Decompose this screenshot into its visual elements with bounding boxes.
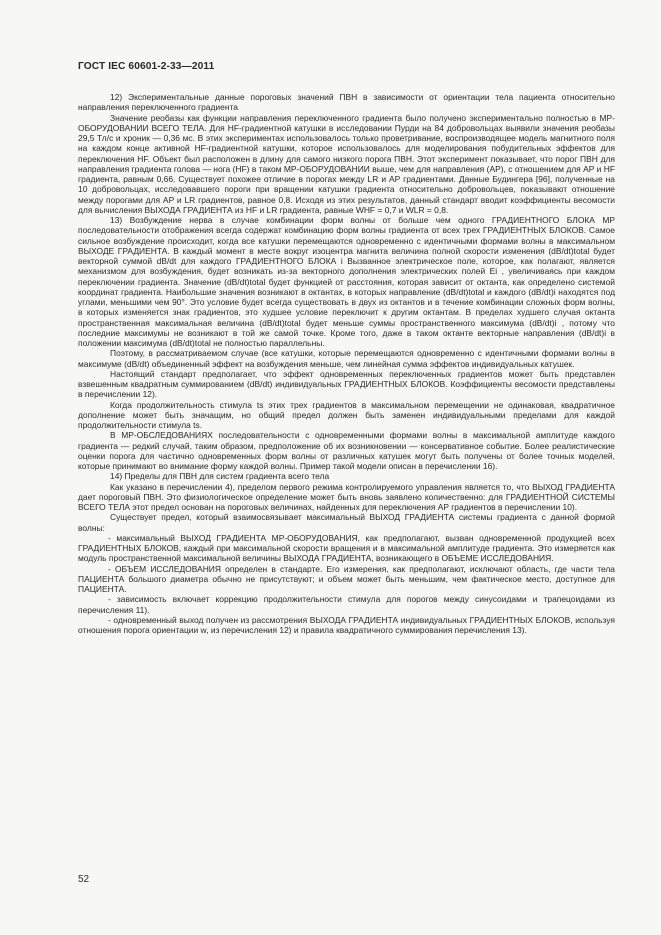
document-header: ГОСТ IEC 60601-2-33—2011 [78, 61, 215, 72]
paragraph: В МР-ОБСЛЕДОВАНИЯХ последовательности с одновременными формами волны в максимальной амплитуде каждого градиента — редкий случай, таким образом, предположение об их возникновении — консервативное событие. Более реалистические оценки порога для частично одновременных форм волны от различных катушек могут быть получены от более точных моделей, которые принимают во внимание форму каждой волны. Пример такой модели описан в перечислении 16). [78, 430, 615, 471]
list-item: - зависимость включает коррекцию продолжительности стимула для порогов между синусоидами и трапецоидами из перечисления 11). [78, 594, 615, 615]
paragraph: 12) Экспериментальные данные пороговых значений ПВН в зависимости от ориентации тела пациента относительно направления переключенного градиента [78, 92, 615, 113]
list-item: - максимальный ВЫХОД ГРАДИЕНТА МР-ОБОРУДОВАНИЯ, как предполагают, вызван одновременной продукцией всех ГРАДИЕНТНЫХ БЛОКОВ, каждый при максимальной скорости вращения и в максимальной амплитуде градиента. Это измеряется как модуль пространственной максимальной величины ВЫХОДА ГРАДИЕНТА, возникающего в ОБЪЕМЕ ИССЛЕДОВАНИЯ. [78, 532, 615, 564]
paragraph: 13) Возбуждение нерва в случае комбинации форм волны от больше чем одного ГРАДИЕНТНОГО БЛОКА МР последовательности отображения всегда содержат комбинацию форм волны градиента от всех трех ГРАДИЕНТНЫХ БЛОКОВ. Самое сильное возбуждение происходит, когда все катушки перемещаются одновременно с идентичными формами волны в максимальном ВЫХОДЕ ГРАДИЕНТА. В каждый момент в месте вокруг изоцентра магнита величина полной скорости изменения (dB/dt)total будет векторной суммой dB/dt для каждого ГРАДИЕНТНОГО БЛОКА i Вызванное электрическое поле, которое, как полагают, является механизмом для возбуждения, будет возникать из-за векторного дополнения электрических полей Ei , увеличиваясь при каждом переключении градиента. Значение (dB/dt)total будет функцией от расстояния, которая зависит от октанта, как определено системой координат градиента. Наибольшие значения возникают в октантах, в которых направление (dB/dt)total и каждого (dB/dt)i находятся под углами, меньшими чем 90°. Это условие будет всегда существовать в двух из октантов и в течение комбинации сложных форм волны, в которых изменяется знак градиентов, это худшее условие переключит к другим октантам. В пределах худшего случая октанта пространственная максимальная величина (dB/dt)total будет меньше суммы пространственного максимума (dB/dt)i , потому что последние максимумы не возникают в той же самой точке. Кроме того, даже в таком октанте векторные направления (dB/dt)i в положении максимума (dB/dt)total не полностью параллельны. [78, 215, 615, 348]
document-body [78, 92, 615, 635]
paragraph: Значение реобазы как функции направления переключенного градиента было получено экспериментально полностью в МР-ОБОРУДОВАНИИ ВСЕГО ТЕЛА. Для HF-градиентной катушки в исследовании Пурди на 84 добровольцах выявили значения реобазы 29,5 Тл/с и хроник — 0,36 мс. В этих экспериментах использовалось только проветривание, воспроизводящее модель магнитного поля на каждом конце активной HF-градиентной катушки, которое использовалось для моделирования побудительных эффектов для переключения HF. Объект был расположен в длину для самого низкого порога ПВН. Этот эксперимент показывает, что порог ПВН для направления градиента голова — нога (HF) в таком МР-ОБОРУДОВАНИИ выше, чем для направления (AP), с отношением для AP и HF градиента, равным 0,66. Существует похожее отличие в порогах между LR и AP градиентами. Данные Будингера [96], полученные на 10 добровольцах, исследовавшего пороги при вращении катушки градиента относительно добровольцев, показывают отношение между порогами для AP и LR градиентов, равное 0,8. Исходя из этих результатов, данный стандарт вводит коэффициенты весомости для вычисления ВЫХОДА ГРАДИЕНТА из HF и LR градиента, равные WHF = 0,7 и WLR = 0,8. [78, 112, 615, 215]
paragraph: Когда продолжительность стимула ts этих трех градиентов в максимальном перемещении не одинаковая, квадратичное дополнение может быть значащим, но общий предел должен быть заменен индивидуальными пределами для каждой продолжительности стимула ts. [78, 399, 615, 430]
list-item: - ОБЪЕМ ИССЛЕДОВАНИЯ определен в стандарте. Его измерения, как предполагают, исключают область, где части тела ПАЦИЕНТА большого диаметра обычно не присутствуют; и объем может быть меньшим, чем фактическое место, доступное для ПАЦИЕНТА. [78, 563, 615, 594]
page-number: 52 [78, 874, 90, 885]
paragraph: 14) Пределы для ПВН для систем градиента всего тела [110, 471, 330, 482]
paragraph: Поэтому, в рассматриваемом случае (все катушки, которые перемещаются одновременно с идентичными формами волны в максимуме (dB/dt) объединенный эффект на возбуждения меньше, чем линейная сумма эффектов индивидуальных катушек. [78, 348, 615, 369]
paragraph: Настоящий стандарт предполагает, что эффект одновременных переключенных градиентов может быть представлен взвешенным квадратным суммированием (dB/dt) индивидуальных ГРАДИЕНТНЫХ БЛОКОВ. Коэффициенты весомости представлены в перечислении 12). [78, 368, 615, 400]
list-item: - одновременный выход получен из рассмотрения ВЫХОДА ГРАДИЕНТА индивидуальных ГРАДИЕНТНЫХ БЛОКОВ, используя отношения порога ориентации w, из перечисления 12) и правила квадратичного суммирования перечисления 13). [78, 614, 615, 635]
paragraph: Как указано в перечислении 4), пределом первого режима контролируемого управления является то, что ВЫХОД ГРАДИЕНТА дает пороговый ПВН. Это физиологическое определение может быть вновь заявлено количественно: для ГРАДИЕНТНОЙ СИСТЕМЫ ВСЕГО ТЕЛА этот предел основан на пороговых величинах, найденных для переключения AP градиентов в перечислении 10). [78, 481, 615, 512]
paragraph: Существует предел, который взаимосвязывает максимальный ВЫХОД ГРАДИЕНТА системы градиента с данной формой волны: [78, 512, 615, 533]
